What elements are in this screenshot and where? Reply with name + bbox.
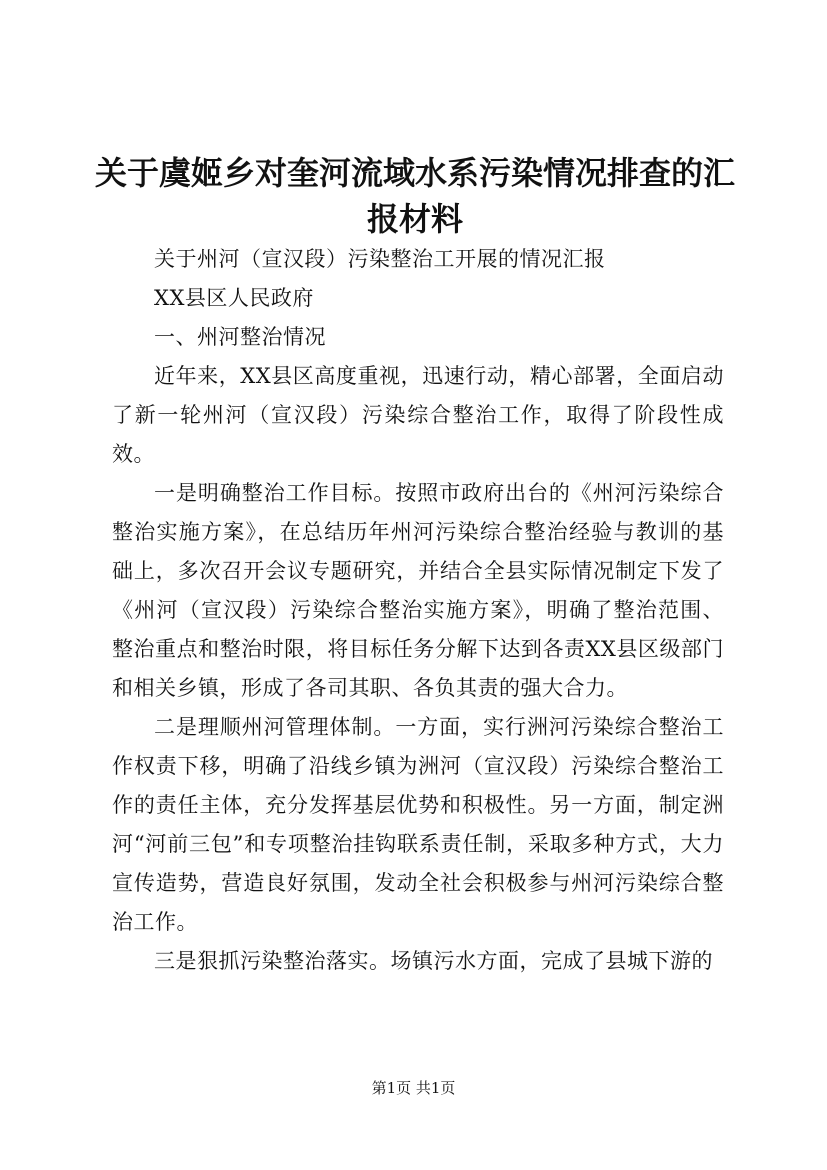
document-title: 关于虞姬乡对奎河流域水系污染情况排查的汇报材料 [94,154,735,238]
paragraph-subject: 关于州河（宣汉段）污染整治工开展的情况汇报 [154,247,606,271]
page-footer: 第1页 共1页 [371,1079,456,1097]
paragraph-point-one: 一是明确整治工作目标。按照市政府出台的《州河污染综合整治实施方案》，在总结历年州河污染综合整治经验与教训的基础上，多次召开会议专题研究，并结合全县实际情况制定下发了《州河（宣汉段）污染综合整治实施方案》，明确了整治范围、整治重点和整治时限，将目标任务分解下达到各责XX县区级部门和相关乡镇，形成了各司其职、各负其责的强大合力。 [112,481,724,700]
section-heading: 一、州河整治情况 [154,325,326,349]
paragraph-point-three: 三是狠抓污染整治落实。场镇污水方面，完成了县城下游的 [154,949,713,973]
paragraph-intro: 近年来，XX县区高度重视，迅速行动，精心部署，全面启动了新一轮州河（宣汉段）污染综合整治工作，取得了阶段性成效。 [112,364,724,466]
document-body [112,240,724,981]
paragraph-point-two: 二是理顺州河管理体制。一方面，实行洲河污染综合整治工作权责下移，明确了沿线乡镇为洲河（宣汉段）污染综合整治工作的责任主体，充分发挥基层优势和积极性。另一方面，制定洲河“河前三包”和专项整治挂钩联系责任制，采取多种方式，大力宣传造势，营造良好氛围，发动全社会积极参与州河污染综合整治工作。 [112,715,724,934]
paragraph-issuer: XX县区人民政府 [154,286,314,310]
